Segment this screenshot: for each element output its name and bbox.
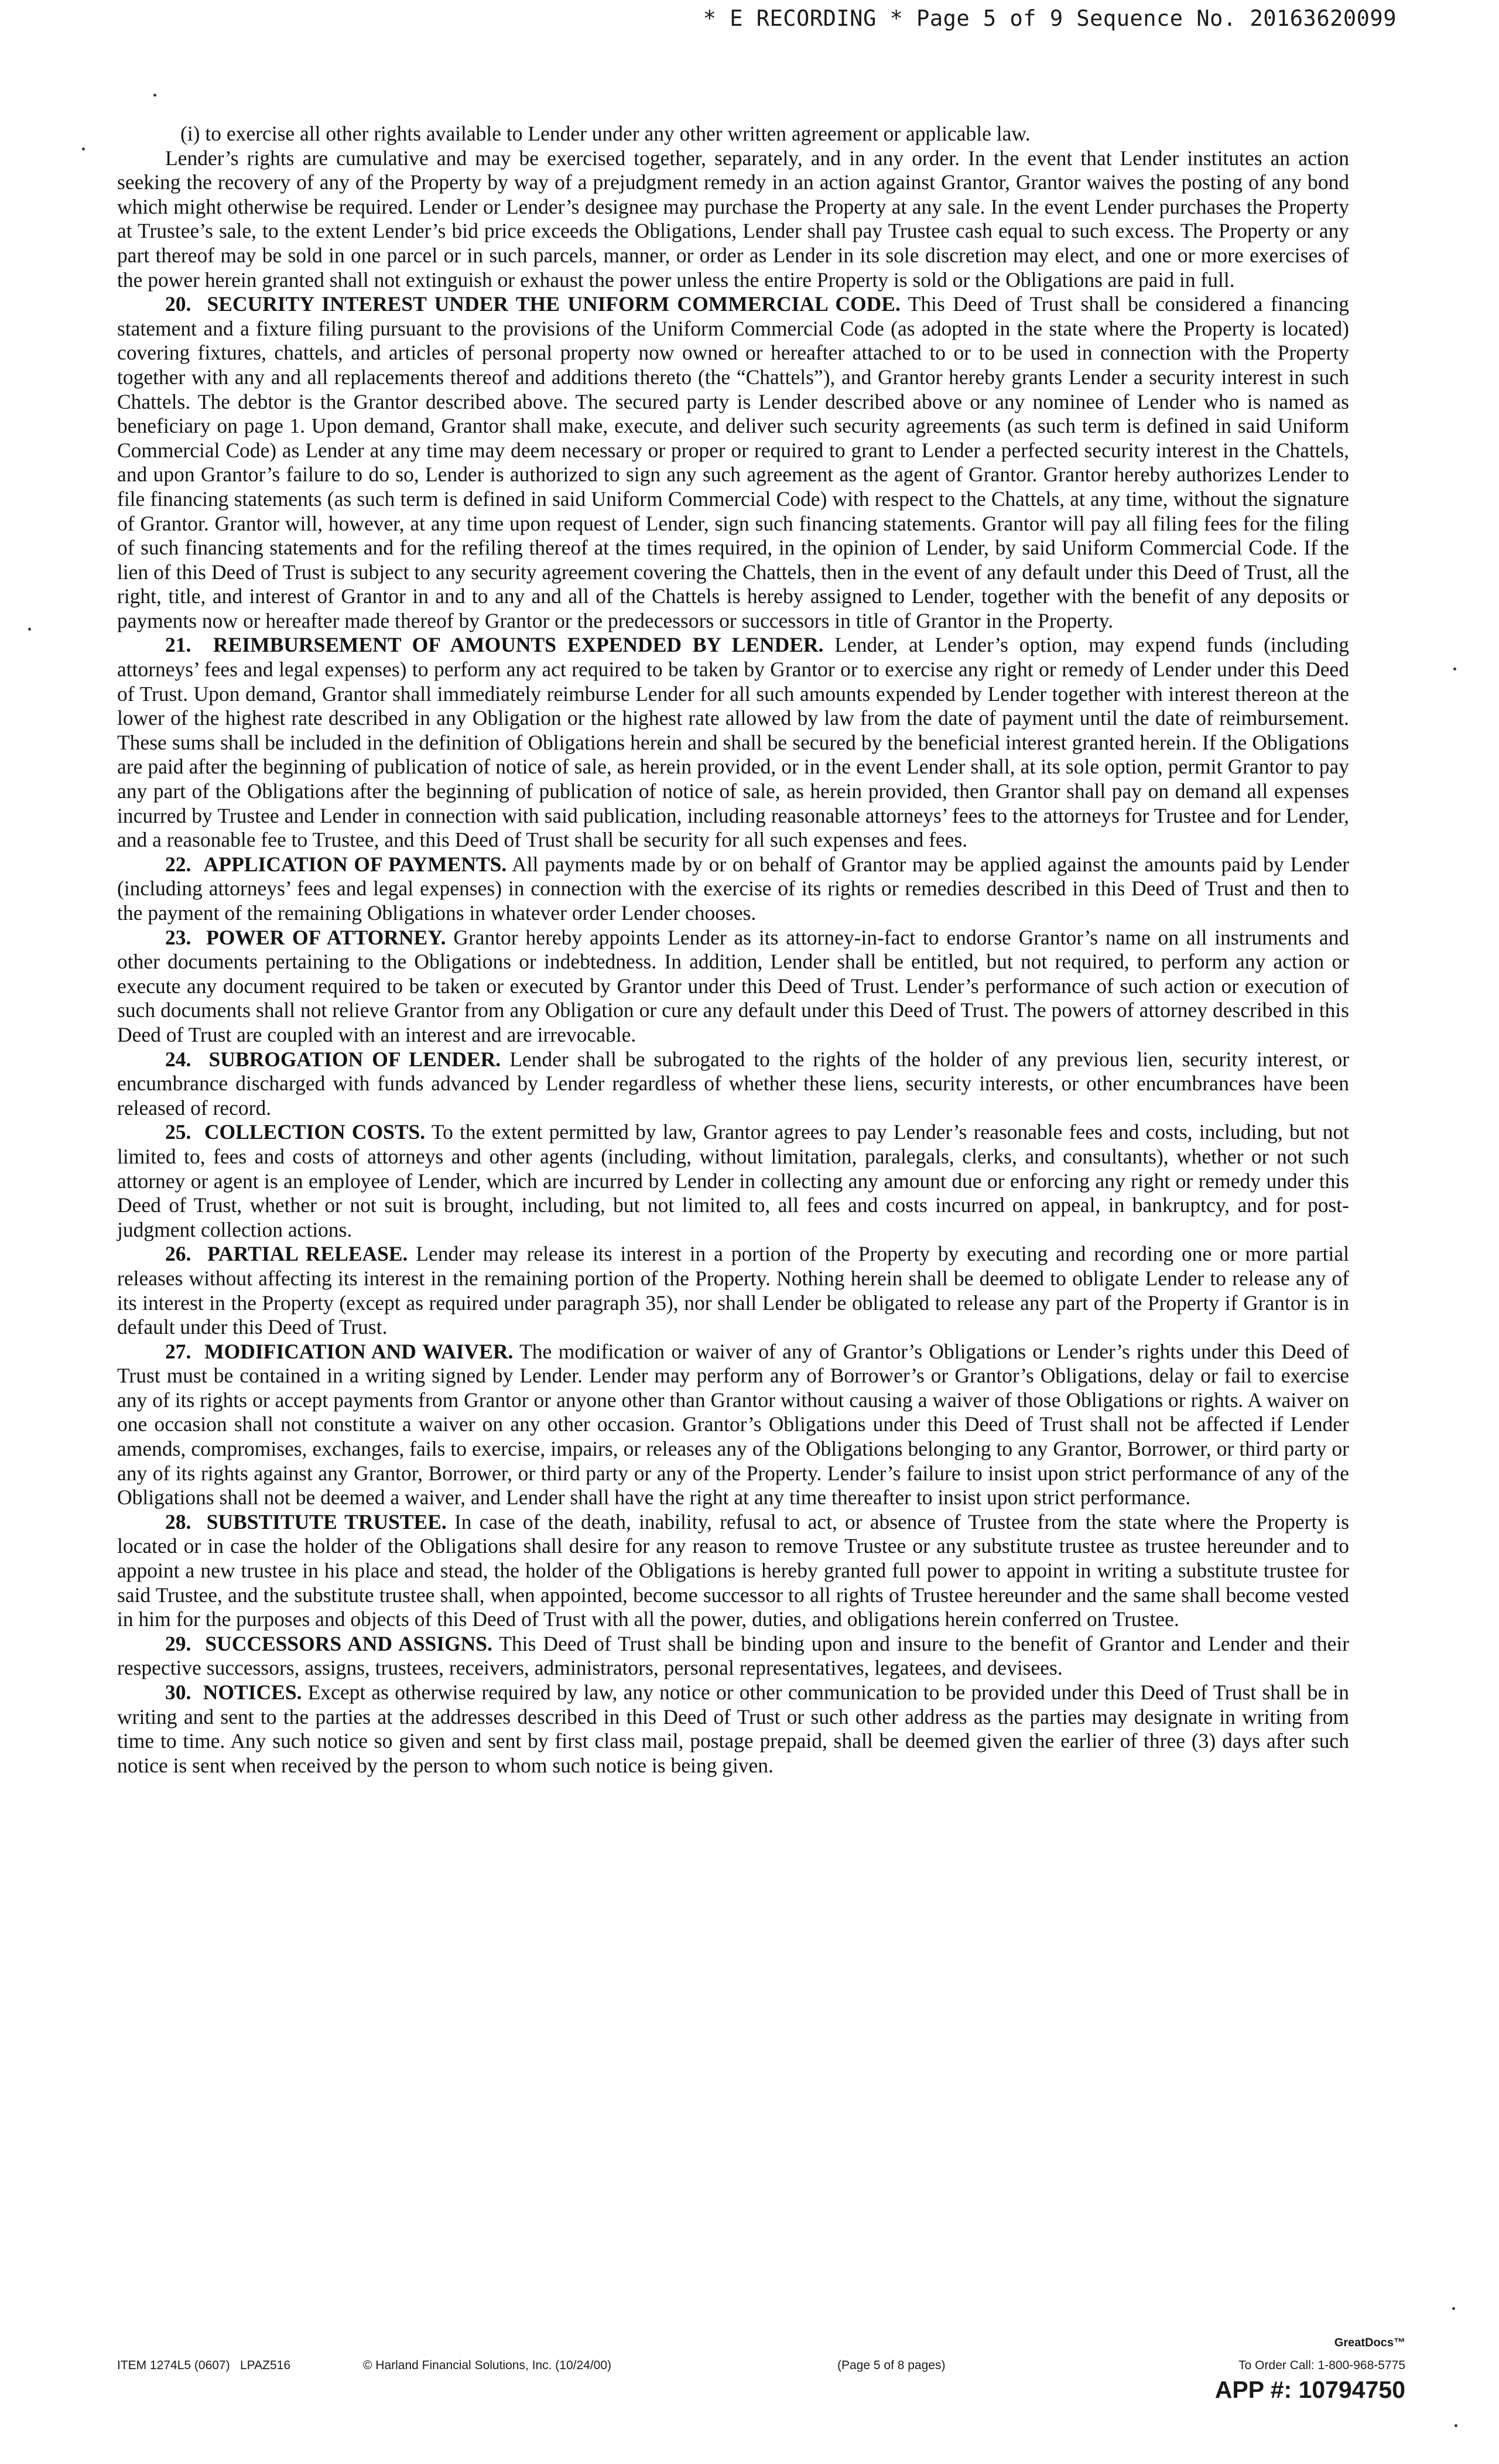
section-paragraph	[117, 1340, 1349, 1510]
section-text: In case of the death, inability, refusal to act, or absence of Trustee from the state where the Property is located or in case the holder of the Obligations shall desire for any reason to remove Trustee or any substitute trustee as trustee hereunder and to appoint a new trustee in his place and stead, the holder of the Obligations is hereby granted full power to appoint in writing a substitute trustee for said Trustee, and the substitute trustee shall, when appointed, become successor to all rights of Trustee hereunder and the same shall become vested in him for the purposes and objects of this Deed of Trust with all the power, duties, and obligations herein conferred on Trustee.	[117, 1510, 1350, 1631]
section-paragraph	[117, 1242, 1349, 1339]
section-heading: COLLECTION COSTS.	[204, 1120, 426, 1144]
footer-brand: GreatDocs™	[1334, 2336, 1405, 2349]
section-text: To the extent permitted by law, Grantor agrees to pay Lender’s reasonable fees and costs, including, but not limited to, fees and costs of attorneys and other agents (including, without limitation, paralegals, clerks, and consultants), whether or not such attorney or agent is an employee of Lender, which are incurred by Lender in collecting any amount due or enforcing any right or remedy under this Deed of Trust, whether or not suit is brought, including, but not limited to, all fees and costs incurred on appeal, in bankruptcy, and for post-judgment collection actions.	[117, 1120, 1350, 1241]
section-number: 23.	[165, 925, 191, 949]
section-number: 22.	[165, 852, 191, 876]
footer-page-count: (Page 5 of 8 pages)	[837, 2359, 946, 2372]
section-paragraph	[117, 1510, 1349, 1632]
section-paragraph	[117, 853, 1349, 926]
section-list	[117, 292, 1349, 1778]
section-heading: NOTICES.	[203, 1681, 302, 1704]
section-heading: APPLICATION OF PAYMENTS.	[203, 852, 507, 876]
section-text: The modification or waiver of any of Grantor’s Obligations or Lender’s rights under this Deed of Trust must be contained in a writing signed by Lender. Lender may perform any of Borrower’s or Grantor’s Obligations, delay or fail to exercise any of its rights or accept payments from Grantor or anyone other than Grantor without causing a waiver of those Obligations or rights. A waiver on one occasion shall not constitute a waiver on any other occasion. Grantor’s Obligations under this Deed of Trust shall not be affected if Lender amends, compromises, exchanges, fails to exercise, impairs, or releases any of the Obligations belonging to any Grantor, Borrower, or third party or any of its rights against any Grantor, Borrower, or third party or any of the Property. Lender’s failure to insist upon strict performance of any of the Obligations shall not be deemed a waiver, and Lender shall have the right at any time thereafter to insist upon strict performance.	[117, 1339, 1350, 1510]
section-paragraph	[117, 633, 1349, 852]
section-text: This Deed of Trust shall be binding upon and insure to the benefit of Grantor and Lender and their respective successors, assigns, trustees, receivers, administrators, personal representatives, legatees, and devisees.	[117, 1631, 1350, 1680]
section-text: Lender shall be subrogated to the rights of the holder of any previous lien, security interest, or encumbrance discharged with funds advanced by Lender regardless of whether these liens, security interests, or other encumbrances have been released of record.	[117, 1047, 1350, 1120]
section-paragraph	[117, 1048, 1349, 1121]
scan-speck	[1454, 2424, 1457, 2427]
section-paragraph	[117, 1632, 1349, 1681]
section-paragraph	[117, 1120, 1349, 1242]
section-number: 30.	[165, 1681, 191, 1704]
section-number: 27.	[165, 1339, 191, 1363]
recording-header: * E RECORDING * Page 5 of 9 Sequence No. 20163620099	[703, 6, 1397, 31]
section-text: All payments made by or on behalf of Grantor may be applied against the amounts paid by Lender (including attorneys’ fees and legal expenses) in connection with the exercise of its rights or remedies described in this Deed of Trust and then to the payment of the remaining Obligations in whatever order Lender chooses.	[117, 852, 1350, 925]
footer-app-number: APP #: 10794750	[1214, 2376, 1405, 2403]
section-paragraph	[117, 926, 1349, 1048]
section-text: Grantor hereby appoints Lender as its attorney-in-fact to endorse Grantor’s name on all instruments and other documents pertaining to the Obligations or indebtedness. In addition, Lender shall be entitled, but not required, to perform any action or execute any document required to be taken or executed by Grantor under this Deed of Trust. Lender’s performance of such action or execution of such documents shall not relieve Grantor from any Obligation or cure any default under this Deed of Trust. The powers of attorney described in this Deed of Trust are coupled with an interest and are irrevocable.	[117, 925, 1350, 1046]
section-heading: POWER OF ATTORNEY.	[206, 925, 446, 949]
section-number: 26.	[165, 1242, 191, 1266]
footer-item-code: ITEM 1274L5 (0607)	[117, 2359, 230, 2372]
section-number: 28.	[165, 1510, 191, 1534]
footer-form-code: LPAZ516	[240, 2359, 290, 2372]
section-heading: SUCCESSORS AND ASSIGNS.	[205, 1631, 492, 1655]
section-heading: PARTIAL RELEASE.	[207, 1242, 408, 1266]
section-paragraph	[117, 1681, 1349, 1778]
document-body	[117, 122, 1349, 1778]
section-heading: SUBROGATION OF LENDER.	[208, 1047, 501, 1071]
section-text: Lender, at Lender’s option, may expend funds (including attorneys’ fees and legal expenses) to perform any act required to be taken by Grantor or to exercise any right or remedy of Lender under this Deed of Trust. Upon demand, Grantor shall immediately reimburse Lender for all such amounts expended by Lender together with interest thereon at the lower of the highest rate described in any Obligation or the highest rate allowed by law from the date of payment until the date of reimbursement. These sums shall be included in the definition of Obligations herein and shall be secured by the beneficial interest granted herein. If the Obligations are paid after the beginning of publication of notice of sale, as herein provided, or in the event Lender shall, at its sole option, permit Grantor to pay any part of the Obligations after the beginning of publication of notice of sale, as herein provided, then Grantor shall pay on demand all expenses incurred by Trustee and Lender in connection with said publication, including reasonable attorneys’ fees to the attorneys for Trustee and for Lender, and a reasonable fee to Trustee, and this Deed of Trust shall be security for all such expenses and fees.	[117, 633, 1350, 852]
footer-order-phone: To Order Call: 1-800-968-5775	[1238, 2359, 1405, 2372]
section-heading: MODIFICATION AND WAIVER.	[204, 1339, 514, 1363]
footer-copyright: © Harland Financial Solutions, Inc. (10/24/00)	[363, 2359, 612, 2372]
section-number: 20.	[165, 292, 191, 316]
paragraph-lender-rights: Lender’s rights are cumulative and may be exercised together, separately, and in any order. In the event that Lender institutes an action seeking the recovery of any of the Property by way of a prejudgment remedy in an action against Grantor, Grantor waives the posting of any bond which might otherwise be required. Lender or Lender’s designee may purchase the Property at any sale. In the event Lender purchases the Property at Trustee’s sale, to the extent Lender’s bid price exceeds the Obligations, Lender shall pay Trustee cash equal to such excess. The Property or any part thereof may be sold in one parcel or in such parcels, manner, or order as Lender in its sole discretion may elect, and one or more exercises of the power herein granted shall not extinguish or exhaust the power unless the entire Property is sold or the Obligations are paid in full.	[117, 146, 1349, 292]
section-text: Lender may release its interest in a portion of the Property by executing and recording one or more partial releases without affecting its interest in the remaining portion of the Property. Nothing herein shall be deemed to obligate Lender to release any of its interest in the Property (except as required under paragraph 35), nor shall Lender be obligated to release any part of the Property if Grantor is in default under this Deed of Trust.	[117, 1242, 1349, 1339]
page-footer	[117, 2336, 1405, 2407]
section-heading: REIMBURSEMENT OF AMOUNTS EXPENDED BY LENDER.	[213, 633, 824, 657]
paragraph-i: (i) to exercise all other rights available to Lender under any other written agreement or applicable law.	[180, 122, 1031, 145]
scan-speck	[1452, 2307, 1455, 2310]
scan-speck	[1453, 668, 1456, 670]
section-number: 21.	[165, 633, 191, 657]
scan-speck	[153, 94, 156, 97]
section-number: 24.	[165, 1047, 191, 1071]
section-heading: SUBSTITUTE TRUSTEE.	[206, 1510, 447, 1534]
section-text: This Deed of Trust shall be considered a financing statement and a fixture filing pursuant to the provisions of the Uniform Commercial Code (as adopted in the state where the Property is located) covering fixtures, chattels, and articles of personal property now owned or hereafter attached to or to be used in connection with the Property together with any and all replacements thereof and additions thereto (the “Chattels”), and Grantor hereby grants Lender a security interest in such Chattels. The debtor is the Grantor described above. The secured party is Lender described above or any nominee of Lender who is named as beneficiary on page 1. Upon demand, Grantor shall make, execute, and deliver such security agreements (as such term is defined in said Uniform Commercial Code) as Lender at any time may deem necessary or proper or required to grant to Lender a perfected security interest in the Chattels, and upon Grantor’s failure to do so, Lender is authorized to sign any such agreement as the agent of Grantor. Grantor hereby authorizes Lender to file financing statements (as such term is defined in said Uniform Commercial Code) with respect to the Chattels, at any time, without the signature of Grantor. Grantor will, however, at any time upon request of Lender, sign such financing statements. Grantor will pay all filing fees for the filing of such financing statements and for the refiling thereof at the times required, in the opinion of Lender, by said Uniform Commercial Code. If the lien of this Deed of Trust is subject to any security agreement covering the Chattels, then in the event of any default under this Deed of Trust, all the right, title, and interest of Grantor in and to any and all of the Chattels is hereby assigned to Lender, together with the benefit of any deposits or payments now or hereafter made thereof by Grantor or the predecessors or successors in title of Grantor in the Property.	[117, 292, 1350, 632]
section-heading: SECURITY INTEREST UNDER THE UNIFORM COMMERCIAL CODE.	[207, 292, 901, 316]
section-number: 25.	[165, 1120, 191, 1144]
scan-speck	[82, 148, 85, 150]
scan-speck	[28, 628, 31, 631]
section-number: 29.	[165, 1631, 191, 1655]
section-paragraph	[117, 292, 1349, 633]
section-text: Except as otherwise required by law, any notice or other communication to be provided under this Deed of Trust shall be in writing and sent to the parties at the addresses described in this Deed of Trust or such other address as the parties may designate in writing from time to time. Any such notice so given and sent by first class mail, postage prepaid, shall be deemed given the earlier of three (3) days after such notice is sent when received by the person to whom such notice is being given.	[117, 1681, 1350, 1777]
